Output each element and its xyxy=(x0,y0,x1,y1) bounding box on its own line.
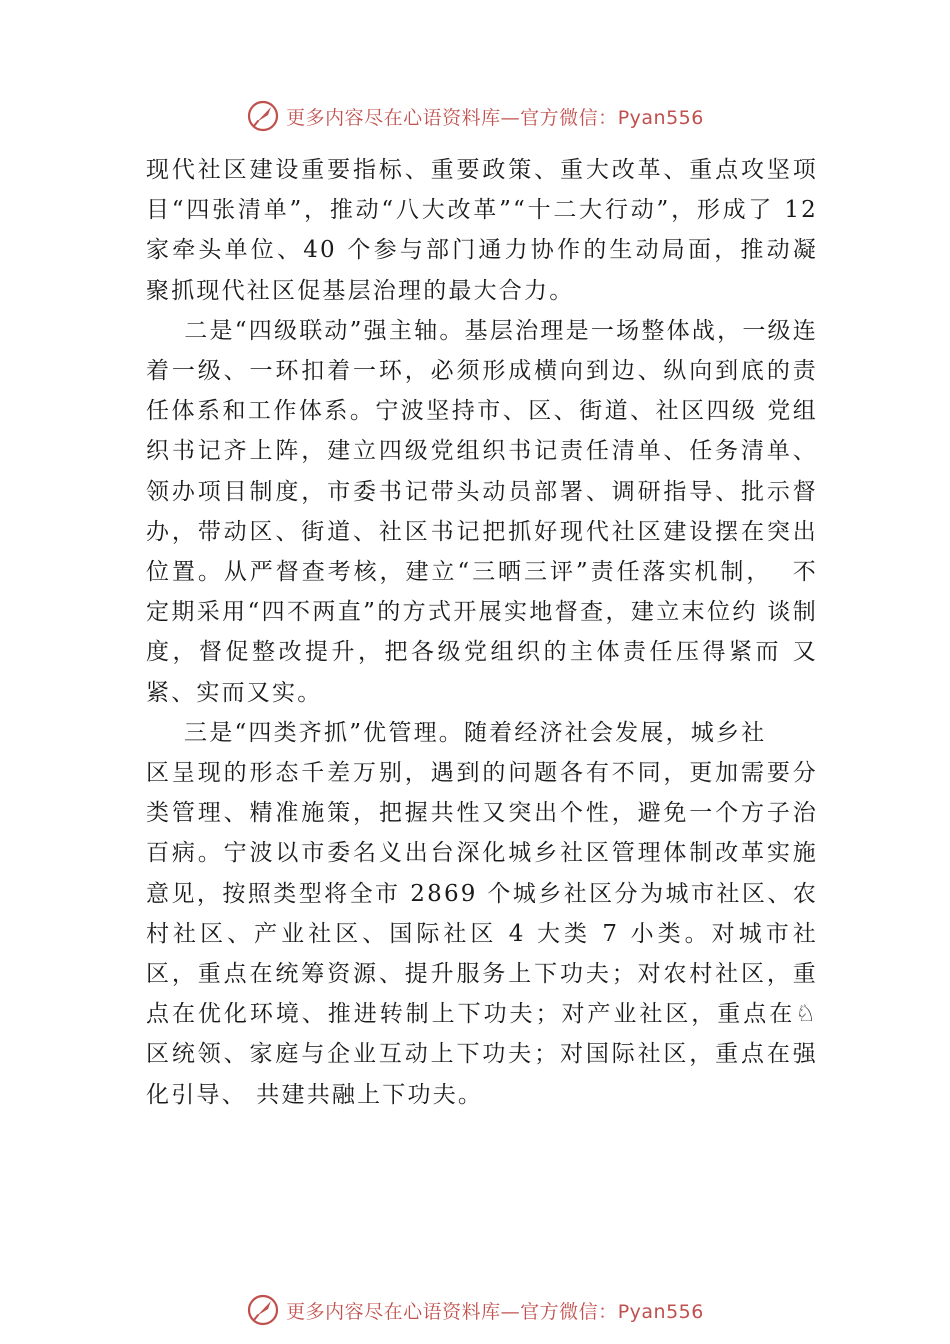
watermark-wechat-id: Pyan556 xyxy=(617,106,704,129)
watermark-text xyxy=(286,1297,704,1324)
watermark-separator: — xyxy=(500,1300,521,1323)
watermark-suffix: 官方微信： xyxy=(520,1300,618,1323)
watermark-prefix: 更多内容尽在心语资料库 xyxy=(286,106,501,129)
quill-logo-icon xyxy=(246,1293,280,1327)
header-watermark xyxy=(0,96,950,136)
paragraph-four-category-management: 三是“四类齐抓”优管理。随着经济社会发展，城乡社 区呈现的形态千差万别，遇到的问题各有不同，更加需要分类管理、精准施策，把握共性又突出个性，避免一个方子治百病。宁波以市委名义出台深化城乡社区管理体制改革实施意见，按照类型将全市 2869 个城乡社区分为城市社区、农村社区、产业社区、国际社区 4 大类 7 小类。对城市社区，重点在统筹资源、提升服务上下功夫；对农村社区，重点在优化环境、推进转制上下功夫；对产业社区，重点在♘区统领、家庭与企业互动上下功夫；对国际社区，重点在强化引导、 共建共融上下功夫。 xyxy=(146,719,818,1108)
watermark-text xyxy=(286,103,704,130)
paragraph-continuation: 现代社区建设重要指标、重要政策、重大改革、重点攻坚项目“四张清单”，推动“八大改革”“十二大行动”，形成了 12家牵头单位、40 个参与部门通力协作的生动局面，推动凝聚抓现代社区促基层治理的最大合力。 xyxy=(146,157,818,304)
document-body xyxy=(146,150,818,1115)
watermark-suffix: 官方微信： xyxy=(520,106,618,129)
paragraph-four-level-linkage: 二是“四级联动”强主轴。基层治理是一场整体战，一级连着一级、一环扣着一环，必须形成横向到边、纵向到底的责任体系和工作体系。宁波坚持市、区、街道、社区四级 党组织书记齐上阵，建立四级党组织书记责任清单、任务清单、领办项目制度，市委书记带头动员部署、调研指导、批示督办，带动区、街道、社区书记把抓好现代社区建设摆在突出位置。从严督查考核，建立“三晒三评”责任落实机制， 不定期采用“四不两直”的方式开展实地督查，建立末位约 谈制度，督促整改提升，把各级党组织的主体责任压得紧而 又紧、实而又实。 xyxy=(146,317,818,706)
quill-logo-icon xyxy=(246,99,280,133)
watermark-separator: — xyxy=(500,106,521,129)
footer-watermark xyxy=(0,1290,950,1330)
watermark-wechat-id: Pyan556 xyxy=(617,1300,704,1323)
watermark-prefix: 更多内容尽在心语资料库 xyxy=(286,1300,501,1323)
